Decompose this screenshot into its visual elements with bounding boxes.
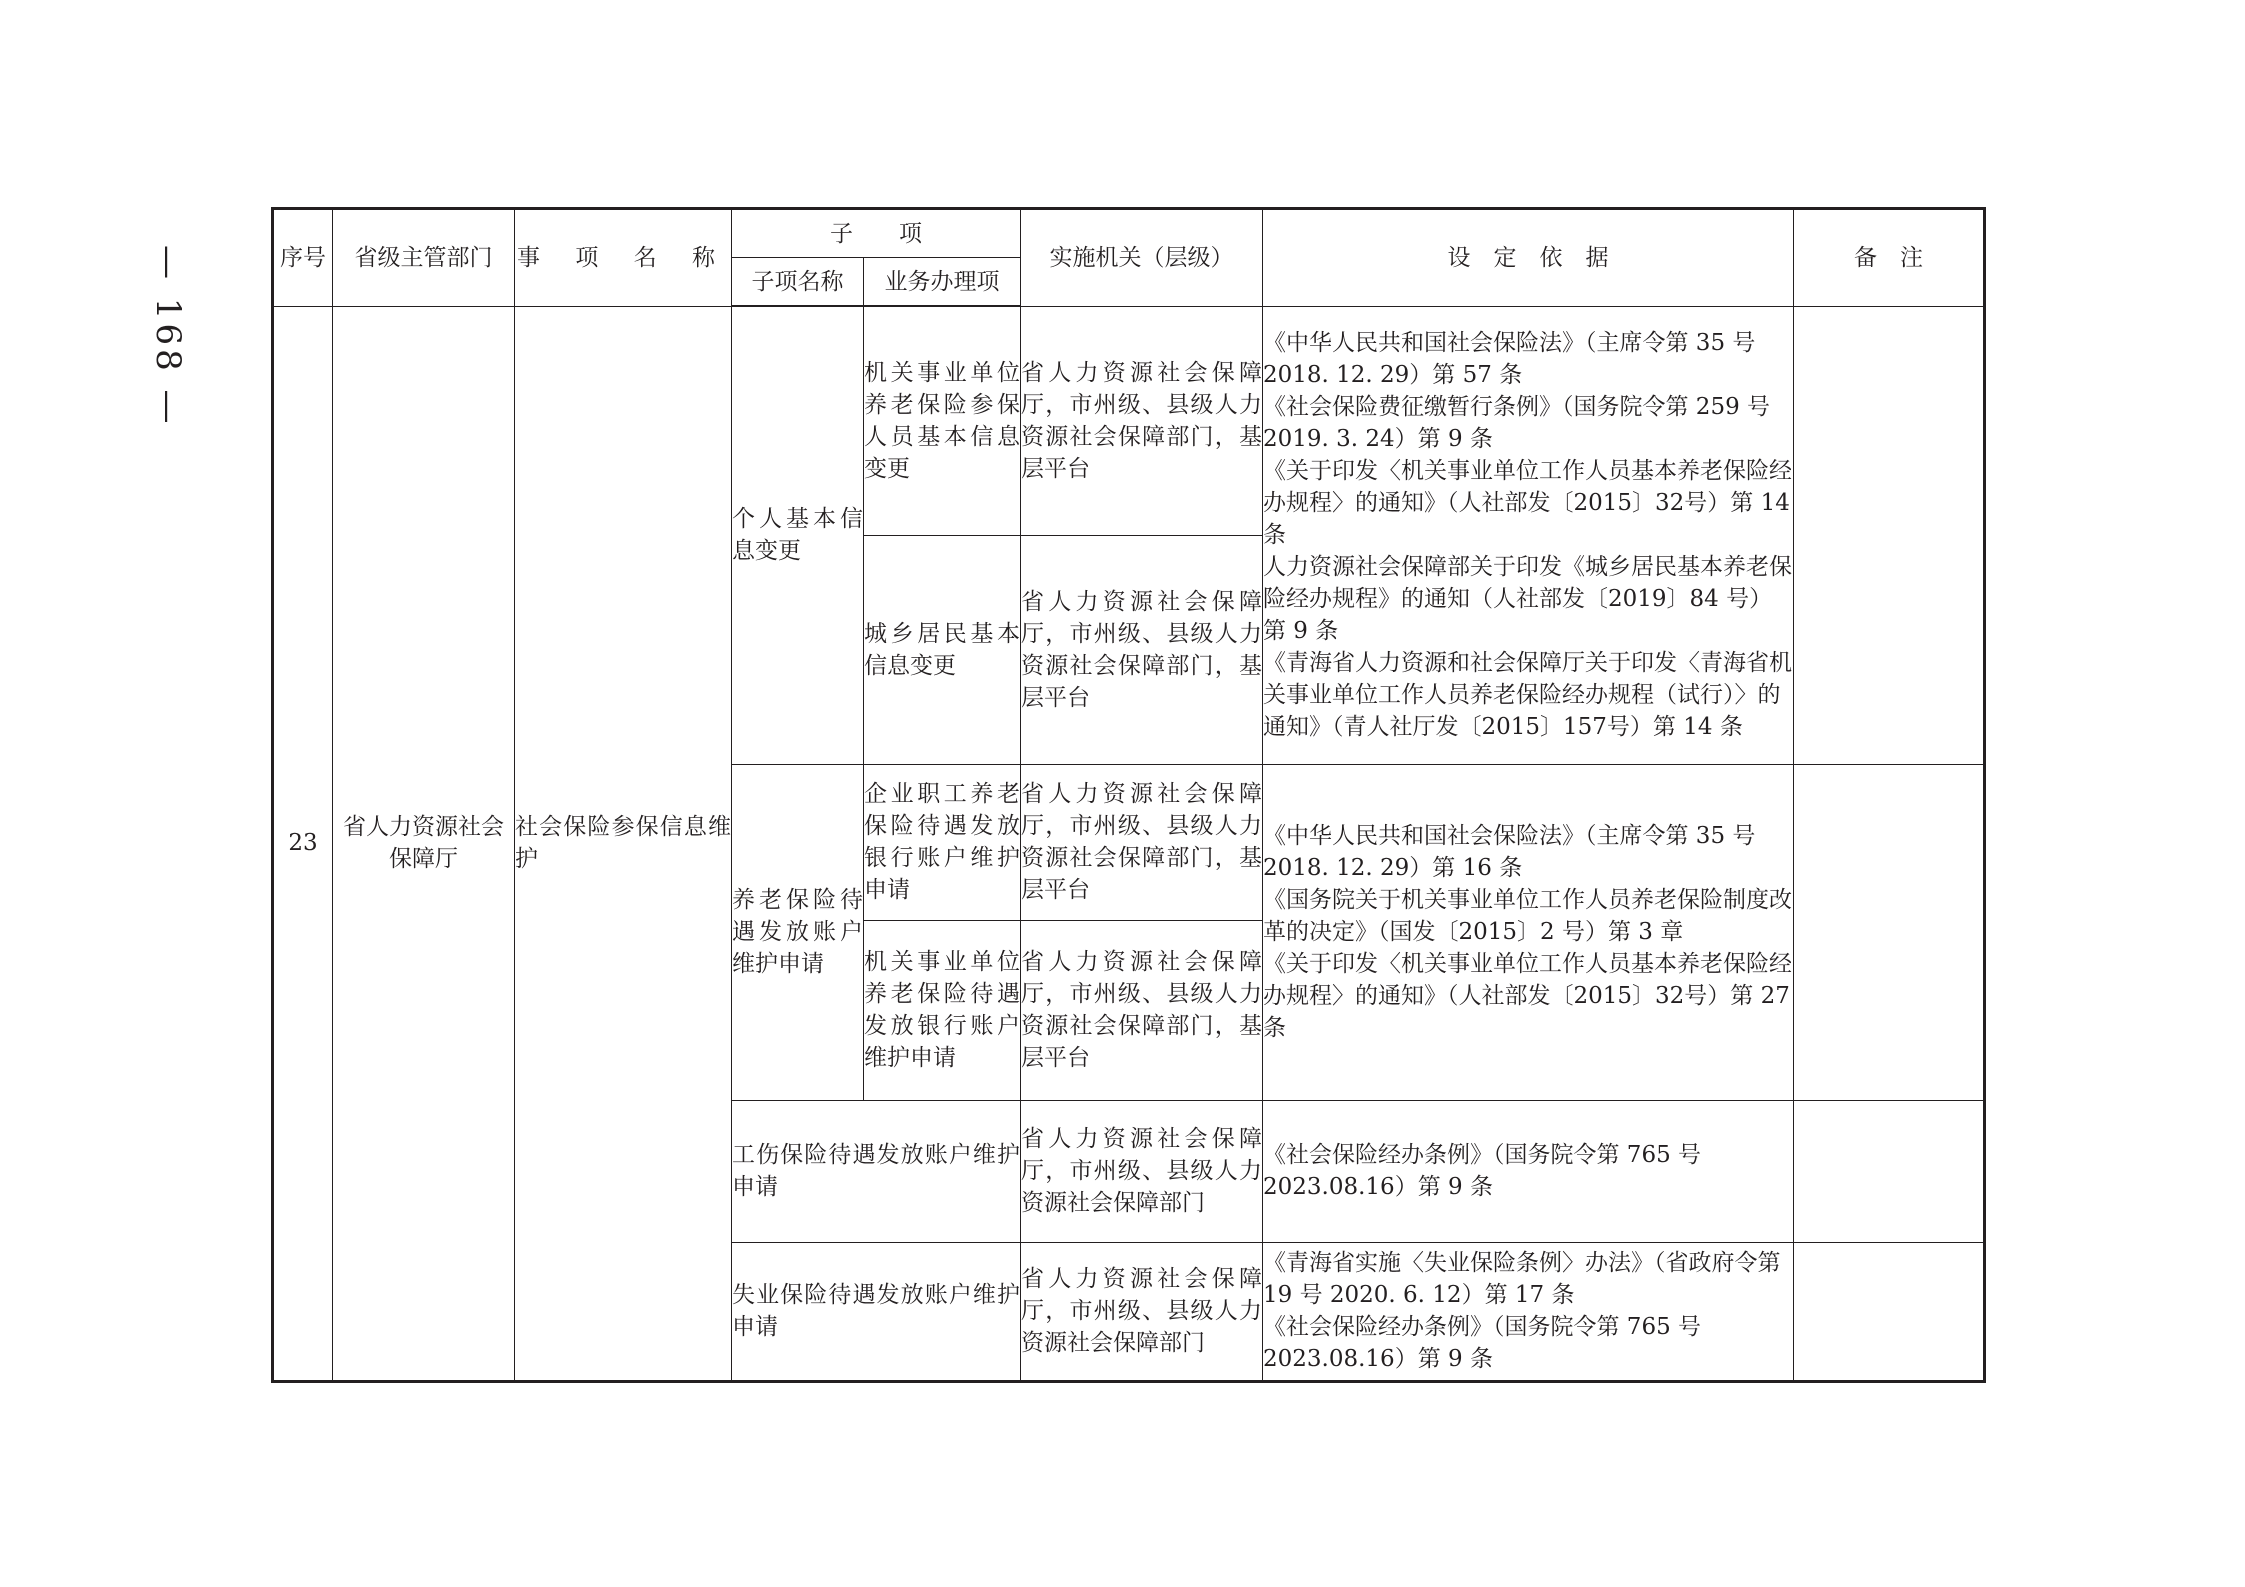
header-item-name: 事 项 名 称 [515,209,732,307]
agency: 省人力资源社会保障厅，市州级、县级人力资源社会保障部门，基层平台 [1021,920,1263,1100]
business-item: 机关事业单位养老保险参保人员基本信息变更 [864,306,1021,535]
business-item: 企业职工养老保险待遇发放银行账户维护申请 [864,764,1021,920]
remarks-cell [1794,1242,1985,1381]
basis-line: 《社会保险费征缴暂行条例》（国务院令第 259 号 2019. 3. 24）第 9 条 [1263,394,1771,452]
sub-item-name: 工伤保险待遇发放账户维护申请 [732,1100,1021,1242]
basis-line: 《中华人民共和国社会保险法》（主席令第 35 号 2018. 12. 29）第 57 条 [1263,330,1756,388]
basis-line: 人力资源社会保障部关于印发《城乡居民基本养老保险经办规程》的通知（人社部发〔2019〕84 号）第 9 条 [1263,554,1792,644]
basis-line: 《社会保险经办条例》（国务院令第 765 号 2023.08.16）第 9 条 [1263,1142,1702,1200]
header-seq: 序号 [273,209,333,307]
remarks-cell [1794,764,1985,1100]
agency: 省人力资源社会保障厅，市州级、县级人力资源社会保障部门 [1021,1242,1263,1381]
sub-item-name: 养老保险待遇发放账户维护申请 [732,764,864,1100]
header-basis: 设 定 依 据 [1263,209,1794,307]
items-table [271,207,1986,1383]
remarks-cell [1794,1100,1985,1242]
basis-line: 《关于印发〈机关事业单位工作人员基本养老保险经办规程〉的通知》（人社部发〔2015〕32号）第 27 条 [1263,951,1792,1041]
basis-line: 《青海省人力资源和社会保障厅关于印发〈青海省机关事业单位工作人员养老保险经办规程（试行）〉的通知》（青人社厅发〔2015〕157号）第 14 条 [1263,650,1792,740]
basis-line: 《国务院关于机关事业单位工作人员养老保险制度改革的决定》（国发〔2015〕2 号）第 3 章 [1263,887,1792,945]
row-item-name: 社会保险参保信息维护 [515,306,732,1381]
sub-item-name: 个人基本信息变更 [732,306,864,764]
legal-basis [1263,1100,1794,1242]
agency: 省人力资源社会保障厅，市州级、县级人力资源社会保障部门，基层平台 [1021,764,1263,920]
header-remarks: 备 注 [1794,209,1985,307]
basis-line: 《社会保险经办条例》（国务院令第 765 号 2023.08.16）第 9 条 [1263,1314,1702,1372]
agency: 省人力资源社会保障厅，市州级、县级人力资源社会保障部门，基层平台 [1021,306,1263,535]
business-item: 机关事业单位养老保险待遇发放银行账户维护申请 [864,920,1021,1100]
sub-item-name: 失业保险待遇发放账户维护申请 [732,1242,1021,1381]
header-sub-item: 子 项 [732,209,1021,258]
header-sub-item-name: 子项名称 [732,258,864,307]
basis-line: 《中华人民共和国社会保险法》（主席令第 35 号 2018. 12. 29）第 16 条 [1263,823,1756,881]
basis-line: 《关于印发〈机关事业单位工作人员基本养老保险经办规程〉的通知》（人社部发〔2015〕32号）第 14 条 [1263,458,1792,548]
agency: 省人力资源社会保障厅，市州级、县级人力资源社会保障部门 [1021,1100,1263,1242]
row-department: 省人力资源社会保障厅 [333,306,515,1381]
legal-basis [1263,764,1794,1100]
legal-basis [1263,306,1794,764]
page-number: — 168 — [148,245,188,428]
header-department: 省级主管部门 [333,209,515,307]
header-business-item: 业务办理项 [864,258,1021,307]
row-seq: 23 [273,306,333,1381]
header-agency: 实施机关（层级） [1021,209,1263,307]
remarks-cell [1794,306,1985,764]
business-item: 城乡居民基本信息变更 [864,535,1021,764]
agency: 省人力资源社会保障厅，市州级、县级人力资源社会保障部门，基层平台 [1021,535,1263,764]
basis-line: 《青海省实施〈失业保险条例〉办法》（省政府令第 19 号 2020. 6. 12）第 17 条 [1263,1250,1781,1308]
legal-basis [1263,1242,1794,1381]
